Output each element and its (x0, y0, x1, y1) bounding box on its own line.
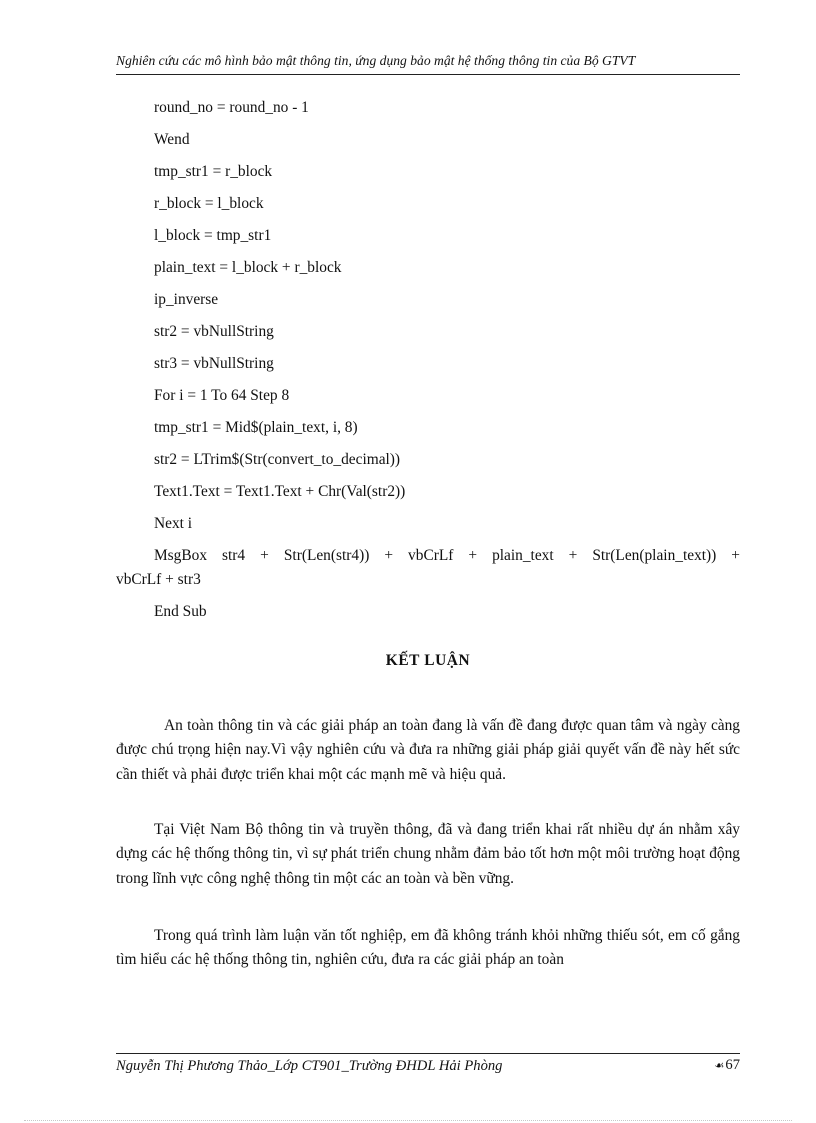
footer-author: Nguyễn Thị Phương Thảo_Lớp CT901_Trường ĐHDL Hải Phòng (116, 1058, 503, 1074)
msgbox-line-1: MsgBox str4 + Str(Len(str4)) + vbCrLf + plain_text + Str(Len(plain_text)) + (154, 547, 740, 564)
code-line: str2 = LTrim$(Str(convert_to_decimal)) (154, 451, 401, 468)
code-line: round_no = round_no - 1 (154, 99, 309, 116)
msgbox-statement (116, 544, 740, 592)
conclusion-paragraph-3: Trong quá trình làm luận văn tốt nghiệp, em đã không tránh khỏi những thiếu sót, em cố gắng tìm hiểu các hệ thống thông tin, nghiên cứu, đưa ra các giải pháp an toàn (116, 927, 740, 969)
code-line: Next i (154, 515, 193, 532)
running-header: Nghiên cứu các mô hình bảo mật thông tin, ứng dụng bảo mật hệ thống thông tin của Bộ GTVT (116, 53, 636, 68)
header-divider (116, 74, 740, 75)
code-line: str3 = vbNullString (154, 355, 274, 372)
page-number: 67 (725, 1057, 740, 1073)
msgbox-line-2: vbCrLf + str3 (116, 571, 201, 588)
conclusion-paragraph-2: Tại Việt Nam Bộ thông tin và truyền thông, đã và đang triển khai rất nhiều dự án nhằm xây dựng các hệ thống thông tin, vì sự phát triển chung nhằm đảm bảo tốt hơn một môi trường hoạt động trong lĩnh vực công nghệ thông tin một các an toàn và bền vững. (116, 821, 740, 887)
code-line: tmp_str1 = r_block (154, 163, 273, 180)
code-line: str2 = vbNullString (154, 323, 274, 340)
code-line: tmp_str1 = Mid$(plain_text, i, 8) (154, 419, 358, 436)
code-line: For i = 1 To 64 Step 8 (154, 387, 290, 404)
page-edge-divider (24, 1120, 792, 1121)
section-title: KẾT LUẬN (385, 652, 471, 669)
code-line: plain_text = l_block + r_block (154, 259, 342, 276)
footer-divider (116, 1053, 740, 1054)
code-line: Wend (154, 131, 190, 148)
code-line: ip_inverse (154, 291, 219, 308)
conclusion-paragraph-1: An toàn thông tin và các giải pháp an toàn đang là vấn đề đang được quan tâm và ngày càng được chú trọng hiện nay.Vì vậy nghiên cứu và đưa ra những giải pháp giải quyết vấn đề này hết sức cần thiết và phải được triển khai một các mạnh mẽ và hiệu quả. (116, 717, 740, 783)
page-number-block (700, 1057, 740, 1074)
code-line-end-sub: End Sub (154, 603, 207, 620)
code-line: l_block = tmp_str1 (154, 227, 272, 244)
code-line: r_block = l_block (154, 195, 264, 212)
code-line: Text1.Text = Text1.Text + Chr(Val(str2)) (154, 483, 406, 500)
page-marker-icon: ☙ (714, 1060, 725, 1072)
